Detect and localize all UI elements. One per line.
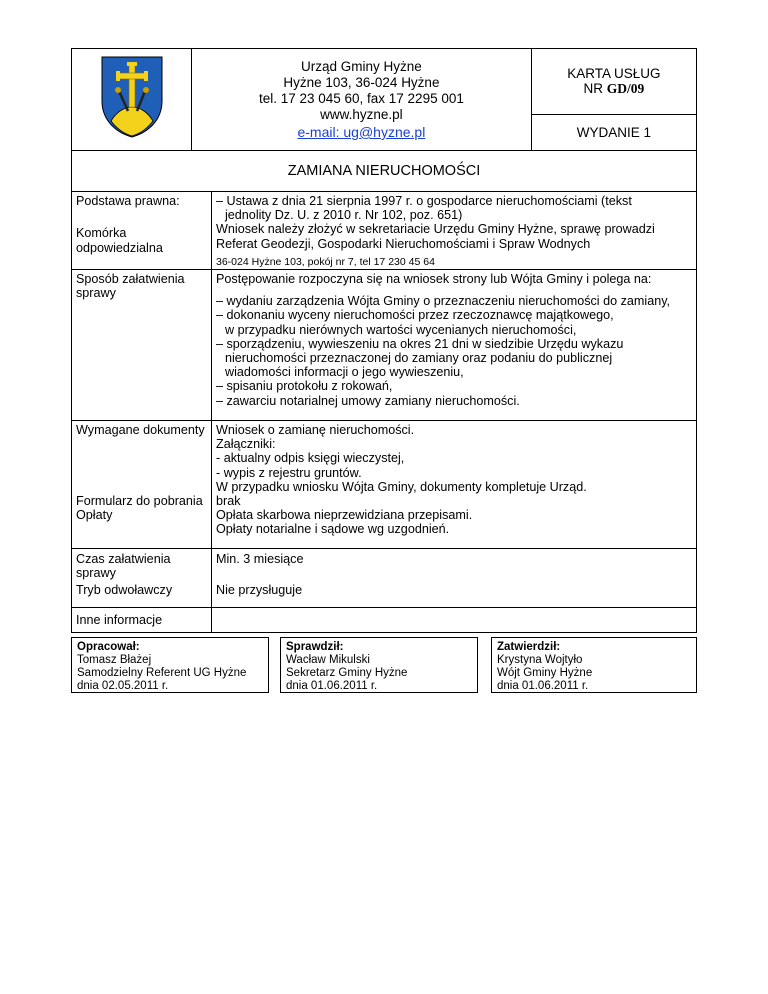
header-table <box>71 48 697 192</box>
checked-box <box>280 637 478 693</box>
approved-name: Krystyna Wojtyło <box>497 654 583 666</box>
fees-line1: Opłata skarbowa nieprzewidziana przepisami. <box>216 508 473 523</box>
checked-name: Wacław Mikulski <box>286 654 370 666</box>
procedure-item3b: nieruchomości przeznaczonej do zamiany oraz podaniu do publicznej <box>225 351 613 366</box>
legal-basis-line2: jednolity Dz. U. z 2010 r. Nr 102, poz. 651) <box>225 208 463 223</box>
unit-line1: Wniosek należy złożyć w sekretariacie Urzędu Gminy Hyżne, sprawę prowadzi <box>216 222 655 237</box>
title-cell <box>72 151 697 192</box>
documents-line3: - aktualny odpis księgi wieczystej, <box>216 451 405 466</box>
fees-label: Opłaty <box>72 508 212 549</box>
card-number: GD/09 <box>606 81 645 96</box>
legal-basis-value <box>212 192 697 222</box>
time-value: Min. 3 miesiące <box>212 549 697 581</box>
fees-value <box>212 508 697 549</box>
office-name: Urząd Gminy Hyżne <box>301 59 422 74</box>
coat-of-arms-icon <box>99 55 165 139</box>
checked-role: Sekretarz Gminy Hyżne <box>286 667 408 679</box>
prepared-date: dnia 02.05.2011 r. <box>77 680 169 692</box>
legal-basis-line1: – Ustawa z dnia 21 sierpnia 1997 r. o gospodarce nieruchomościami (tekst <box>216 194 632 208</box>
card-number-prefix: NR <box>583 81 603 96</box>
approved-date: dnia 01.06.2011 r. <box>497 680 589 692</box>
appeal-value: Nie przysługuje <box>212 581 697 608</box>
card-id-cell <box>531 49 696 115</box>
office-website[interactable]: www.hyzne.pl <box>320 107 403 122</box>
form-label: Formularz do pobrania <box>72 494 212 508</box>
documents-label: Wymagane dokumenty <box>72 421 212 495</box>
procedure-item3: – sporządzeniu, wywieszeniu na okres 21 dni w siedzibie Urzędu wykazu <box>216 336 624 351</box>
procedure-item3c: wiadomości informacji o jego wywieszeniu, <box>225 365 464 380</box>
edition-cell <box>531 115 696 151</box>
card-label: KARTA USŁUG <box>567 66 661 81</box>
procedure-item2: – dokonaniu wyceny nieruchomości przez rzeczoznawcę majątkowego, <box>216 308 614 323</box>
time-label: Czas załatwienia sprawy <box>72 549 212 581</box>
documents-value <box>212 421 697 495</box>
page-title: ZAMIANA NIERUCHOMOŚCI <box>287 163 481 179</box>
checked-date: dnia 01.06.2011 r. <box>286 680 378 692</box>
prepared-role: Samodzielny Referent UG Hyżne <box>77 667 247 679</box>
appeal-label: Tryb odwoławczy <box>72 581 212 608</box>
other-label: Inne informacje <box>72 607 212 632</box>
office-address: Hyżne 103, 36-024 Hyżne <box>283 75 440 90</box>
other-value <box>212 607 697 632</box>
procedure-intro: Postępowanie rozpoczyna się na wniosek strony lub Wójta Gminy i polega na: <box>216 272 652 287</box>
checked-heading: Sprawdził: <box>286 641 344 653</box>
approved-role: Wójt Gminy Hyżne <box>497 667 593 679</box>
documents-line1: Wniosek o zamianę nieruchomości. <box>216 423 415 438</box>
office-email-link[interactable]: e-mail: ug@hyzne.pl <box>297 124 426 140</box>
procedure-item1: – wydaniu zarządzenia Wójta Gminy o przeznaczeniu nieruchomości do zamiany, <box>216 294 671 309</box>
documents-line2: Załączniki: <box>216 437 276 452</box>
edition-label: WYDANIE 1 <box>576 125 651 140</box>
procedure-item5: – zawarciu notarialnej umowy zamiany nieruchomości. <box>216 393 520 408</box>
unit-value <box>212 222 697 269</box>
logo-cell <box>72 49 192 151</box>
documents-line4: - wypis z rejestru gruntów. <box>216 465 362 480</box>
document-page <box>71 48 697 633</box>
approved-box <box>491 637 697 693</box>
procedure-item4: – spisaniu protokołu z rokowań, <box>216 379 393 394</box>
unit-line3: 36-024 Hyżne 103, pokój nr 7, tel 17 230 45 64 <box>216 255 435 268</box>
procedure-label: Sposób załatwienia sprawy <box>72 270 212 421</box>
unit-line2: Referat Geodezji, Gospodarki Nieruchomościami i Spraw Wodnych <box>216 236 591 251</box>
documents-line5: W przypadku wniosku Wójta Gminy, dokumenty kompletuje Urząd. <box>216 479 587 494</box>
office-phone: tel. 17 23 045 60, fax 17 2295 001 <box>258 91 464 106</box>
procedure-value <box>212 270 697 421</box>
prepared-box <box>71 637 269 693</box>
approved-heading: Zatwierdził: <box>497 641 561 653</box>
legal-basis-label: Podstawa prawna: <box>72 192 212 222</box>
unit-label: Komórka odpowiedzialna <box>72 222 212 269</box>
card-number-line <box>533 81 695 97</box>
details-table <box>71 192 697 633</box>
fees-line2: Opłaty notarialne i sądowe wg uzgodnień. <box>216 522 450 537</box>
prepared-name: Tomasz Błażej <box>77 654 152 666</box>
procedure-item2b: w przypadku nierównych wartości wycenianych nieruchomości, <box>225 322 577 337</box>
office-info-cell <box>192 49 532 151</box>
form-value: brak <box>212 494 697 508</box>
prepared-heading: Opracował: <box>77 641 140 653</box>
